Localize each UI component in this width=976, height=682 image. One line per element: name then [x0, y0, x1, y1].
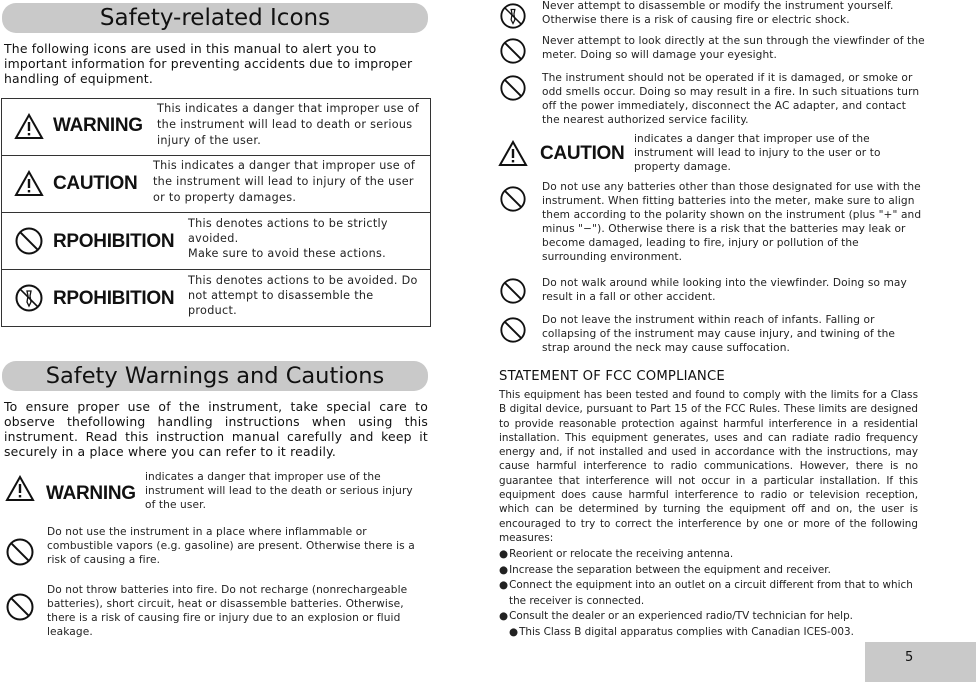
warning-label: WARNING [53, 115, 143, 136]
icons-intro-text: The following icons are used in this manual to alert you to important information for preventing accidents due to improper handling of equipment. [4, 41, 413, 86]
caution-item-viewfinder: Do not walk around while looking into the viewfinder. Doing so may result in a fall or other accident. [542, 277, 907, 303]
fcc-title: STATEMENT OF FCC COMPLIANCE [499, 369, 725, 384]
caution-description: This indicates a danger that improper use of the instrument will lead to injury of the user or to property damages. [153, 159, 416, 204]
fcc-body: This equipment has been tested and found to comply with the limits for a Class B digital device, pursuant to Part 15 of the FCC Rules. These limits are designed to provide reasonable protection against harmful interference in a residential installation. This equipment generates, uses and can radiate radio frequency energy and, if not installed and used in accordance with the instructions, may cause harmful interference to radio communications. However, there is no guarantee that interference will not occur in a particular installation. If this equipment does cause harmful interference to radio or television reception, which can be determined by turning the equipment off and on, the user is encouraged to try to correct the interference by one or more of the following measures: [499, 389, 918, 544]
warning-heading: WARNING [46, 483, 136, 504]
caution-label: CAUTION [53, 173, 138, 194]
list-item: ● Reorient or relocate the receiving antenna. [499, 547, 921, 563]
no-disassembly-label: RPOHIBITION [53, 288, 175, 309]
prohibition-icon [14, 226, 44, 256]
warning-triangle-icon [5, 475, 35, 502]
ices-compliance-line: ● This Class B digital apparatus complies with Canadian ICES-003. [499, 625, 921, 641]
legend-row-prohibition [2, 212, 430, 269]
warning-item-disassemble: Never attempt to disassemble or modify the instrument yourself. Otherwise there is a risk of causing fire or electric shock. [542, 0, 894, 26]
prohibition-icon [499, 277, 527, 305]
icon-legend-table [1, 98, 431, 327]
caution-item-batteries: Do not use any batteries other than those designated for use with the instrument. When fitting batteries into the meter, make sure to align them according to the polarity shown on the instrument (plus "+" and minus "−"). Otherwise there is a risk that the batteries may leak or become damaged, leading to fire, injury or pollution of the surrounding environment. [542, 181, 922, 263]
prohibition-icon [499, 74, 527, 102]
warning-item-sun: Never attempt to look directly at the sun through the viewfinder of the meter. Doing so will damage your eyesight. [542, 35, 925, 61]
no-disassembly-icon [499, 2, 527, 30]
prohibition-icon [5, 592, 35, 622]
warning-item-inflammable: Do not use the instrument in a place where inflammable or combustible vapors (e.g. gasoline) are present. Otherwise there is a risk of causing a fire. [47, 526, 415, 566]
warning-item-damaged: The instrument should not be operated if it is damaged, or smoke or odd smells occur. Doing so may result in a fire. In such situations turn off the power immediately, disconnect the AC adapter, and contact the nearest authorized service facility. [542, 72, 920, 126]
list-item: ● Connect the equipment into an outlet on a circuit different from that to which the receiver is connected. [499, 578, 921, 609]
page-number: 5 [905, 650, 914, 665]
warning-heading-description: indicates a danger that improper use of the instrument will lead to the death or serious injury of the user. [145, 471, 413, 511]
caution-heading: CAUTION [540, 143, 625, 164]
prohibition-icon [499, 37, 527, 65]
fcc-measures-list [499, 547, 921, 640]
prohibition-icon [499, 185, 527, 213]
no-disassembly-description: This denotes actions to be avoided. Do not attempt to disassemble the product. [188, 274, 418, 317]
warning-triangle-icon [14, 170, 44, 197]
prohibition-label: RPOHIBITION [53, 231, 175, 252]
list-item: ● Consult the dealer or an experienced radio/TV technician for help. [499, 609, 921, 625]
warning-description: This indicates a danger that improper use of the instrument will lead to death or serious injury of the user. [157, 102, 420, 147]
warnings-intro-text: To ensure proper use of the instrument, take special care to observe thefollowing handling instructions when using this instrument. Read this instruction manual carefully and keep it securely in a place where you can refer to it readily. [4, 399, 428, 459]
safety-warnings-title: Safety Warnings and Cautions [2, 361, 428, 391]
page-number-tab [865, 642, 976, 682]
warning-triangle-icon [498, 140, 528, 167]
caution-item-infants: Do not leave the instrument within reach of infants. Falling or collapsing of the instrument may cause injury, and twining of the strap around the neck may cause suffocation. [542, 314, 896, 354]
legend-row-warning [2, 99, 430, 154]
prohibition-description: This denotes actions to be strictly avoided. Make sure to avoid these actions. [188, 217, 388, 260]
no-disassembly-icon [14, 283, 44, 313]
prohibition-icon [5, 537, 35, 567]
legend-row-no-disassembly [2, 269, 430, 326]
caution-heading-description: indicates a danger that improper use of the instrument will lead to injury to the user or to property damage. [634, 133, 881, 173]
warning-item-batteries-fire: Do not throw batteries into fire. Do not recharge (nonrechargeable batteries), short circuit, heat or disassemble batteries. Otherwise, there is a risk of causing fire or injury due to an explosion or fluid leakage. [47, 584, 408, 638]
warning-triangle-icon [14, 113, 44, 140]
prohibition-icon [499, 316, 527, 344]
list-item: ● Increase the separation between the equipment and receiver. [499, 563, 921, 579]
safety-icons-title: Safety-related Icons [2, 3, 428, 33]
legend-row-caution [2, 155, 430, 212]
